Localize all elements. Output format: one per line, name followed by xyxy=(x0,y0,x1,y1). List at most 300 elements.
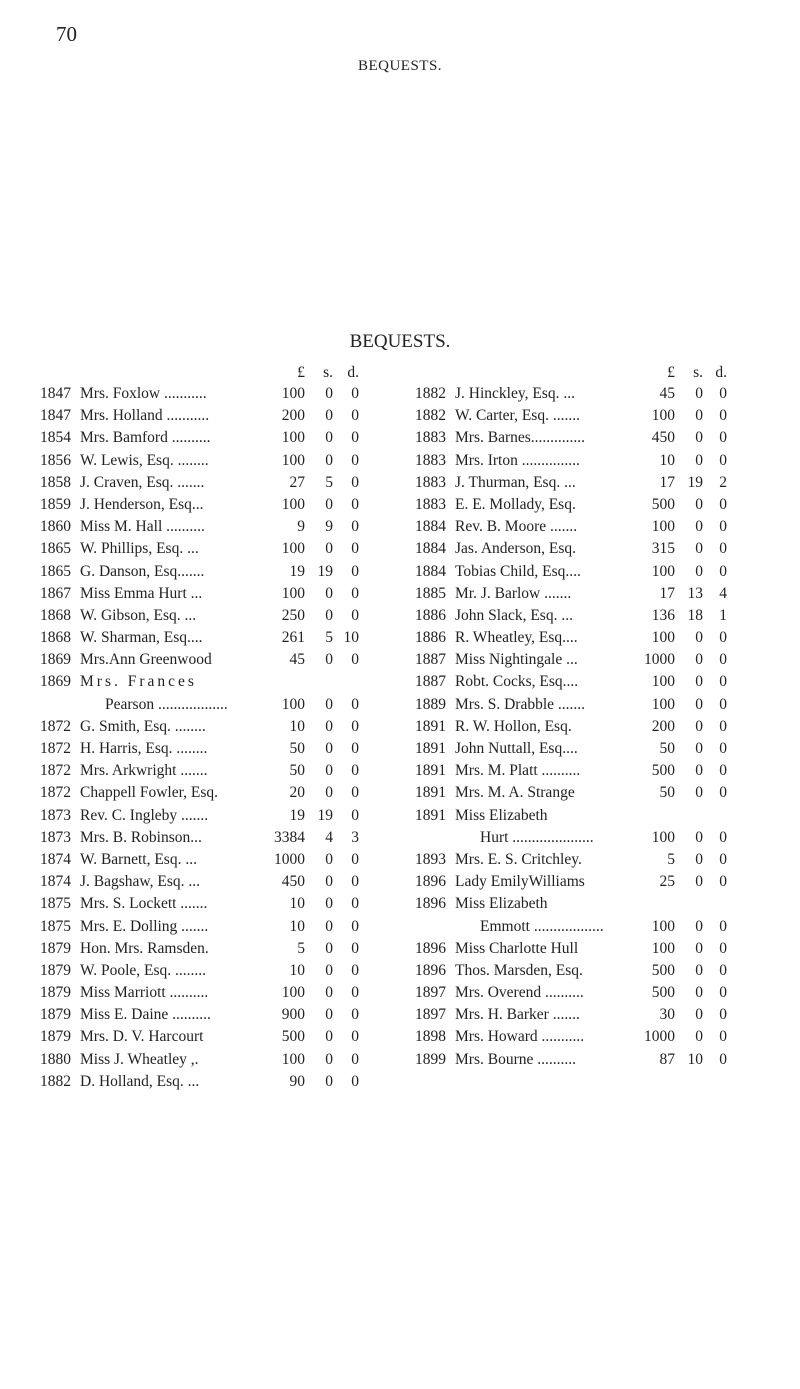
bequest-name: W. Phillips, Esq. ... xyxy=(80,540,199,558)
bequest-shillings: 18 xyxy=(687,606,703,624)
bequest-pence: 0 xyxy=(351,606,359,624)
bequest-pence: 0 xyxy=(719,850,727,868)
bequest-shillings: 0 xyxy=(695,629,703,647)
bequest-row xyxy=(40,494,385,516)
bequest-row xyxy=(40,605,385,627)
bequest-name: Miss Elizabeth xyxy=(455,806,548,824)
bequest-year: 1879 xyxy=(40,1028,71,1046)
bequest-row xyxy=(40,782,385,804)
bequest-pounds: 10 xyxy=(289,917,305,935)
bequest-pence: 0 xyxy=(351,1028,359,1046)
bequest-pence: 0 xyxy=(351,385,359,402)
bequest-pence: 1 xyxy=(719,606,727,624)
bequest-name: J. Thurman, Esq. ... xyxy=(455,473,576,491)
bequest-pounds: 1000 xyxy=(274,850,305,868)
bequest-pounds: 90 xyxy=(289,1072,305,1090)
bequest-shillings: 0 xyxy=(695,651,703,669)
bequest-year: 1872 xyxy=(40,717,71,735)
bequest-year: 1873 xyxy=(40,806,71,824)
bequest-pounds: 900 xyxy=(281,1006,305,1024)
bequest-pence: 0 xyxy=(719,762,727,780)
bequest-row xyxy=(40,916,385,938)
bequest-pounds: 500 xyxy=(651,961,675,979)
bequest-name: Mrs. E. S. Critchley. xyxy=(455,850,582,868)
bequest-pounds: 100 xyxy=(651,407,675,425)
bequest-year: 1886 xyxy=(415,606,446,624)
bequest-row xyxy=(415,671,760,693)
shillings-header: s. xyxy=(323,364,333,381)
bequest-shillings: 0 xyxy=(325,917,333,935)
bequest-shillings: 0 xyxy=(325,961,333,979)
bequest-pounds: 17 xyxy=(659,584,675,602)
bequest-pence: 0 xyxy=(351,873,359,891)
bequest-name: Mrs. Overend .......... xyxy=(455,984,584,1002)
bequest-year: 1875 xyxy=(40,895,71,913)
page-title: BEQUESTS. xyxy=(349,331,451,352)
bequest-row xyxy=(40,405,385,427)
bequest-pence: 10 xyxy=(343,629,359,647)
bequest-pence: 0 xyxy=(351,562,359,580)
bequest-name: Mrs. B. Robinson... xyxy=(80,828,202,846)
bequest-row xyxy=(40,649,385,671)
bequest-row xyxy=(40,450,385,472)
bequest-name: Mrs. S. Drabble ....... xyxy=(455,695,586,713)
bequest-pence: 0 xyxy=(719,540,727,558)
bequest-pence: 0 xyxy=(351,451,359,469)
bequest-name: Mrs. M. A. Strange xyxy=(455,784,575,802)
bequest-pounds: 100 xyxy=(651,828,675,846)
bequest-shillings: 0 xyxy=(695,451,703,469)
bequest-year: 1865 xyxy=(40,562,71,580)
bequest-pence: 0 xyxy=(719,1050,727,1068)
bequest-pounds: 500 xyxy=(281,1028,305,1046)
bequest-year: 1879 xyxy=(40,939,71,957)
bequest-year: 1883 xyxy=(415,429,446,447)
bequest-year: 1859 xyxy=(40,495,71,513)
bequest-name: Mr. J. Barlow ....... xyxy=(455,584,572,602)
bequest-name: Emmott .................. xyxy=(480,917,604,935)
bequest-year: 1868 xyxy=(40,629,71,647)
bequest-name: Mrs. H. Barker ....... xyxy=(455,1006,580,1024)
bequest-year: 1847 xyxy=(40,407,71,425)
bequest-shillings: 0 xyxy=(695,540,703,558)
pounds-header: £ xyxy=(297,364,305,381)
bequest-name: W. Carter, Esq. ....... xyxy=(455,407,580,425)
bequest-name: Rev. C. Ingleby ....... xyxy=(80,806,209,824)
bequest-pounds: 100 xyxy=(281,385,305,402)
bequest-pence: 0 xyxy=(719,451,727,469)
bequest-pence: 0 xyxy=(351,695,359,713)
bequest-pence: 0 xyxy=(719,717,727,735)
bequest-shillings: 0 xyxy=(695,939,703,957)
bequest-shillings: 0 xyxy=(695,828,703,846)
bequest-shillings: 0 xyxy=(325,1072,333,1090)
bequest-pence: 0 xyxy=(351,717,359,735)
bequest-year: 1873 xyxy=(40,828,71,846)
bequest-pounds: 17 xyxy=(659,473,675,491)
bequest-row xyxy=(40,1004,385,1026)
bequest-pounds: 100 xyxy=(281,1050,305,1068)
bequest-row xyxy=(415,561,760,583)
bequest-pence: 0 xyxy=(351,984,359,1002)
bequest-pence: 0 xyxy=(719,828,727,846)
bequest-row xyxy=(415,405,760,427)
bequest-year: 1891 xyxy=(415,806,446,824)
bequest-shillings: 0 xyxy=(325,717,333,735)
bequest-year: 1896 xyxy=(415,939,446,957)
bequest-name: Chappell Fowler, Esq. xyxy=(80,784,219,802)
bequest-year: 1899 xyxy=(415,1050,446,1068)
bequest-shillings: 13 xyxy=(687,584,703,602)
bequest-name: R. W. Hollon, Esq. xyxy=(455,717,572,735)
pounds-header: £ xyxy=(667,364,675,381)
bequest-name: Miss Elizabeth xyxy=(455,895,548,913)
bequest-pence: 0 xyxy=(719,939,727,957)
bequest-name: Pearson .................. xyxy=(105,695,228,713)
bequest-pence: 0 xyxy=(351,1050,359,1068)
bequests-column-right xyxy=(415,363,760,1071)
bequest-pence: 0 xyxy=(719,1006,727,1024)
bequest-row xyxy=(40,538,385,560)
bequest-pounds: 100 xyxy=(281,540,305,558)
bequest-year: 1865 xyxy=(40,540,71,558)
bequest-name: Mrs. Arkwright ....... xyxy=(80,762,208,780)
bequest-row xyxy=(40,1026,385,1048)
bequest-shillings: 0 xyxy=(695,518,703,536)
bequest-row xyxy=(415,583,760,605)
bequest-row xyxy=(40,383,385,405)
bequest-year: 1882 xyxy=(415,385,446,402)
bequest-shillings: 0 xyxy=(325,695,333,713)
bequest-name: Mrs.Ann Greenwood xyxy=(80,651,212,669)
bequest-row xyxy=(415,649,760,671)
bequest-pounds: 500 xyxy=(651,984,675,1002)
bequest-row xyxy=(415,938,760,960)
bequest-pence: 0 xyxy=(719,784,727,802)
bequest-year: 1884 xyxy=(415,518,446,536)
column-header xyxy=(40,363,385,383)
bequest-name: J. Hinckley, Esq. ... xyxy=(455,385,575,402)
bequest-row xyxy=(415,627,760,649)
bequest-row xyxy=(40,893,385,915)
column-header xyxy=(415,363,760,383)
bequest-row xyxy=(415,494,760,516)
bequest-row xyxy=(415,716,760,738)
bequest-year: 1885 xyxy=(415,584,446,602)
bequest-year: 1874 xyxy=(40,873,71,891)
bequest-pounds: 100 xyxy=(651,629,675,647)
bequest-row xyxy=(415,827,760,849)
bequest-pence: 4 xyxy=(719,584,727,602)
bequest-year: 1893 xyxy=(415,850,446,868)
bequest-shillings: 0 xyxy=(695,1006,703,1024)
bequest-shillings: 0 xyxy=(325,895,333,913)
bequest-pence: 0 xyxy=(719,651,727,669)
bequest-row xyxy=(40,694,385,716)
bequest-year: 1872 xyxy=(40,740,71,757)
bequest-year: 1856 xyxy=(40,451,71,469)
bequest-name: Thos. Marsden, Esq. xyxy=(455,961,583,979)
bequest-year: 1898 xyxy=(415,1028,446,1046)
bequest-name: W. Barnett, Esq. ... xyxy=(80,850,197,868)
bequest-shillings: 0 xyxy=(695,784,703,802)
bequest-pounds: 450 xyxy=(281,873,305,891)
bequest-shillings: 0 xyxy=(325,850,333,868)
bequest-pounds: 200 xyxy=(281,407,305,425)
bequest-pounds: 50 xyxy=(289,740,305,757)
bequest-year: 1869 xyxy=(40,651,71,669)
bequest-year: 1896 xyxy=(415,873,446,891)
bequest-pounds: 100 xyxy=(281,984,305,1002)
bequest-year: 1879 xyxy=(40,961,71,979)
bequest-shillings: 0 xyxy=(325,939,333,957)
bequest-pence: 0 xyxy=(351,407,359,425)
bequest-row xyxy=(40,671,385,693)
bequest-year: 1882 xyxy=(415,407,446,425)
bequest-year: 1858 xyxy=(40,473,71,491)
bequest-year: 1896 xyxy=(415,961,446,979)
bequest-pounds: 10 xyxy=(289,961,305,979)
bequest-pounds: 45 xyxy=(659,385,675,402)
bequest-pence: 0 xyxy=(351,518,359,536)
bequest-shillings: 0 xyxy=(325,385,333,402)
bequest-pounds: 9 xyxy=(297,518,305,536)
bequest-shillings: 0 xyxy=(325,784,333,802)
bequest-pounds: 1000 xyxy=(644,651,675,669)
bequest-pence: 0 xyxy=(351,895,359,913)
bequest-row xyxy=(415,516,760,538)
bequest-shillings: 0 xyxy=(695,850,703,868)
bequest-pence: 0 xyxy=(351,784,359,802)
bequest-row xyxy=(415,738,760,760)
bequest-name: E. E. Mollady, Esq. xyxy=(455,495,576,513)
bequest-row xyxy=(40,849,385,871)
bequest-shillings: 0 xyxy=(325,651,333,669)
bequest-name: Mrs. Bourne .......... xyxy=(455,1050,576,1068)
bequest-row xyxy=(40,427,385,449)
bequest-pounds: 27 xyxy=(289,473,305,491)
bequest-year: 1882 xyxy=(40,1072,71,1090)
bequest-pounds: 500 xyxy=(651,495,675,513)
bequest-name: R. Wheatley, Esq.... xyxy=(455,629,578,647)
bequest-year: 1880 xyxy=(40,1050,71,1068)
bequest-row xyxy=(415,805,760,827)
bequest-year: 1867 xyxy=(40,584,71,602)
bequest-pence: 0 xyxy=(351,584,359,602)
bequest-row xyxy=(40,516,385,538)
bequest-pence: 0 xyxy=(351,762,359,780)
bequest-year: 1883 xyxy=(415,473,446,491)
bequest-year: 1872 xyxy=(40,762,71,780)
bequest-name: Miss J. Wheatley ,. xyxy=(80,1050,199,1068)
bequest-name: H. Harris, Esq. ........ xyxy=(80,740,208,757)
bequest-name: W. Sharman, Esq.... xyxy=(80,629,203,647)
bequest-pence: 0 xyxy=(719,740,727,757)
bequest-pounds: 1000 xyxy=(644,1028,675,1046)
bequest-row xyxy=(40,472,385,494)
bequest-row xyxy=(415,893,760,915)
bequest-pence: 0 xyxy=(719,695,727,713)
bequest-name: D. Holland, Esq. ... xyxy=(80,1072,200,1090)
bequest-year: 1869 xyxy=(40,673,71,691)
bequest-shillings: 5 xyxy=(325,473,333,491)
bequest-pounds: 100 xyxy=(281,584,305,602)
bequest-row xyxy=(415,982,760,1004)
bequest-year: 1891 xyxy=(415,762,446,780)
bequest-pence: 0 xyxy=(351,850,359,868)
bequest-shillings: 0 xyxy=(325,429,333,447)
bequest-row xyxy=(415,960,760,982)
bequest-row xyxy=(415,1026,760,1048)
bequest-shillings: 0 xyxy=(695,1028,703,1046)
bequest-name: G. Smith, Esq. ........ xyxy=(80,717,206,735)
bequest-row xyxy=(415,916,760,938)
bequest-row xyxy=(415,472,760,494)
bequest-shillings: 5 xyxy=(325,629,333,647)
bequest-pounds: 5 xyxy=(297,939,305,957)
bequest-pence: 0 xyxy=(351,961,359,979)
bequest-name: Rev. B. Moore ....... xyxy=(455,518,578,536)
bequest-name: Robt. Cocks, Esq.... xyxy=(455,673,579,691)
bequest-pounds: 100 xyxy=(651,695,675,713)
bequest-name: Mrs. Irton ............... xyxy=(455,451,580,469)
bequest-row xyxy=(40,627,385,649)
bequest-row xyxy=(40,1071,385,1093)
bequest-row xyxy=(415,605,760,627)
bequest-pence: 0 xyxy=(719,407,727,425)
bequest-name: Miss Nightingale ... xyxy=(455,651,578,669)
bequest-year: 1868 xyxy=(40,606,71,624)
bequest-name: W. Lewis, Esq. ........ xyxy=(80,451,209,469)
bequest-row xyxy=(415,427,760,449)
bequest-pounds: 87 xyxy=(659,1050,675,1068)
bequest-shillings: 9 xyxy=(325,518,333,536)
bequest-year: 1891 xyxy=(415,740,446,757)
bequest-pounds: 261 xyxy=(281,629,305,647)
bequest-name: Mrs. Foxlow ........... xyxy=(80,385,207,402)
bequest-shillings: 19 xyxy=(687,473,703,491)
bequest-row xyxy=(40,871,385,893)
bequest-pence: 0 xyxy=(719,1028,727,1046)
bequest-pounds: 10 xyxy=(289,717,305,735)
bequest-pence: 0 xyxy=(351,540,359,558)
bequest-row xyxy=(415,694,760,716)
bequest-pence: 0 xyxy=(351,1072,359,1090)
bequest-name: Jas. Anderson, Esq. xyxy=(455,540,576,558)
bequest-shillings: 0 xyxy=(695,495,703,513)
bequest-pounds: 100 xyxy=(281,495,305,513)
bequest-name: Hon. Mrs. Ramsden. xyxy=(80,939,209,957)
bequest-row xyxy=(415,538,760,560)
bequest-row xyxy=(40,960,385,982)
bequest-row xyxy=(40,760,385,782)
bequest-shillings: 0 xyxy=(325,540,333,558)
bequest-shillings: 0 xyxy=(695,762,703,780)
bequest-pence: 2 xyxy=(719,473,727,491)
bequest-pounds: 100 xyxy=(651,518,675,536)
bequest-pence: 0 xyxy=(351,1006,359,1024)
bequest-row xyxy=(415,760,760,782)
bequest-pounds: 100 xyxy=(651,673,675,691)
bequest-row xyxy=(40,1049,385,1071)
bequest-shillings: 0 xyxy=(695,961,703,979)
bequest-year: 1887 xyxy=(415,673,446,691)
bequest-name: Mrs. Barnes.............. xyxy=(455,429,586,447)
bequests-column-left xyxy=(40,363,385,1093)
bequest-pounds: 5 xyxy=(667,850,675,868)
bequest-pounds: 30 xyxy=(659,1006,675,1024)
bequest-pence: 0 xyxy=(719,673,727,691)
bequest-name: W. Poole, Esq. ........ xyxy=(80,961,207,979)
bequest-pounds: 100 xyxy=(651,917,675,935)
bequest-year: 1891 xyxy=(415,784,446,802)
bequest-name: Mrs. E. Dolling ....... xyxy=(80,917,209,935)
running-head: BEQUESTS. xyxy=(357,58,443,74)
bequest-pence: 0 xyxy=(351,806,359,824)
bequest-pounds: 100 xyxy=(651,562,675,580)
bequest-shillings: 0 xyxy=(695,407,703,425)
bequest-year: 1879 xyxy=(40,1006,71,1024)
bequest-row xyxy=(415,871,760,893)
bequest-shillings: 0 xyxy=(695,740,703,757)
bequest-pounds: 20 xyxy=(289,784,305,802)
bequest-pence: 0 xyxy=(719,495,727,513)
bequest-year: 1879 xyxy=(40,984,71,1002)
bequest-shillings: 19 xyxy=(317,806,333,824)
pence-header: d. xyxy=(347,364,359,381)
bequest-pence: 0 xyxy=(719,562,727,580)
bequest-shillings: 0 xyxy=(695,695,703,713)
bequest-row xyxy=(40,738,385,760)
bequest-year: 1883 xyxy=(415,451,446,469)
bequest-name: Miss M. Hall .......... xyxy=(80,518,205,536)
bequest-shillings: 10 xyxy=(687,1050,703,1068)
bequest-row xyxy=(415,849,760,871)
bequest-shillings: 0 xyxy=(325,1028,333,1046)
bequest-row xyxy=(40,805,385,827)
bequest-row xyxy=(415,1049,760,1071)
bequest-pounds: 25 xyxy=(659,873,675,891)
bequest-name: Tobias Child, Esq.... xyxy=(455,562,581,580)
bequest-pounds: 45 xyxy=(289,651,305,669)
bequest-pounds: 100 xyxy=(281,451,305,469)
bequest-shillings: 0 xyxy=(325,984,333,1002)
bequest-pounds: 136 xyxy=(651,606,675,624)
bequest-row xyxy=(415,1004,760,1026)
bequest-shillings: 0 xyxy=(695,673,703,691)
bequest-pence: 0 xyxy=(351,473,359,491)
bequest-pence: 0 xyxy=(351,939,359,957)
bequest-year: 1889 xyxy=(415,695,446,713)
bequest-pounds: 500 xyxy=(651,762,675,780)
bequest-name: Mrs. S. Lockett ....... xyxy=(80,895,208,913)
bequest-pounds: 50 xyxy=(659,784,675,802)
bequest-pence: 3 xyxy=(351,828,359,846)
bequest-row xyxy=(40,982,385,1004)
bequest-pounds: 19 xyxy=(289,806,305,824)
bequest-year: 1875 xyxy=(40,917,71,935)
bequest-pounds: 315 xyxy=(651,540,675,558)
bequest-shillings: 0 xyxy=(695,984,703,1002)
bequest-row xyxy=(40,938,385,960)
bequest-pence: 0 xyxy=(351,651,359,669)
bequest-name: Hurt ..................... xyxy=(480,828,594,846)
bequest-shillings: 4 xyxy=(325,828,333,846)
bequest-year: 1860 xyxy=(40,518,71,536)
bequest-pence: 0 xyxy=(351,495,359,513)
bequest-name: J. Craven, Esq. ....... xyxy=(80,473,205,491)
bequest-name: Lady EmilyWilliams xyxy=(455,873,585,891)
